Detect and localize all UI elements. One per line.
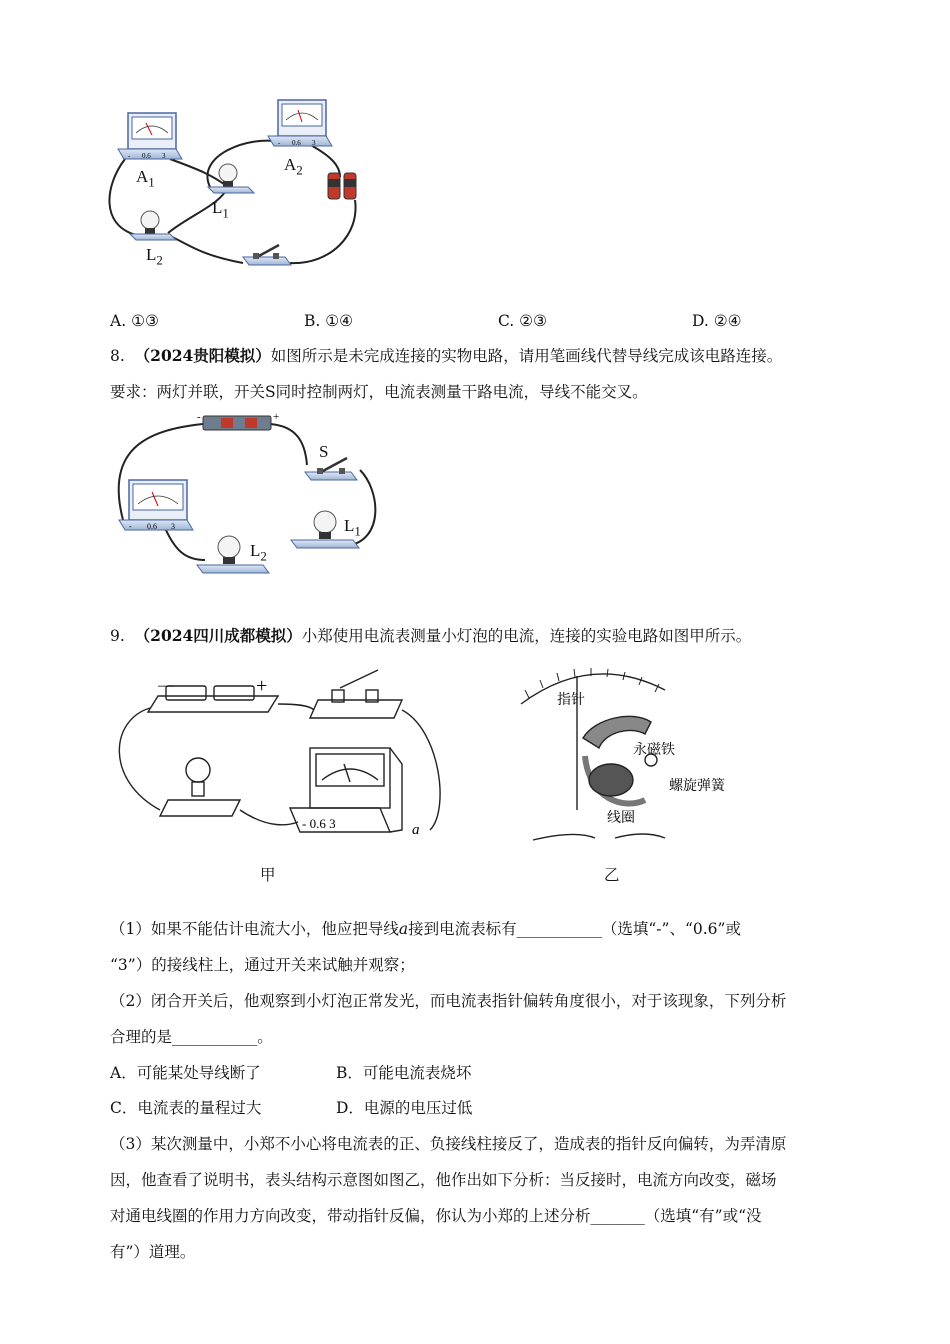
q9-option-d: D．电源的电压过低 xyxy=(336,1099,473,1117)
lamp-l2 xyxy=(130,211,176,240)
svg-text:+: + xyxy=(273,411,280,423)
caption-jia: 甲 xyxy=(260,866,276,884)
q9-option-c: C．电流表的量程过大 xyxy=(110,1099,262,1117)
ammeter xyxy=(119,480,193,531)
q7-option-c: C. ②③ xyxy=(498,312,547,330)
q9-part3-line4: 有”）道理。 xyxy=(110,1243,196,1261)
svg-text:3: 3 xyxy=(162,152,166,160)
q7-option-d: D. ②④ xyxy=(692,312,742,330)
q9-part3-line1: （3）某次测量中，小郑不小心将电流表的正、负接线柱接反了，造成表的指针反向偏转，为弄清原 xyxy=(110,1135,787,1153)
q9-part1-line1: （1）如果不能估计电流大小，他应把导线a接到电流表标有___________（选填“-”、“0.6”或 xyxy=(110,920,741,938)
q8-circuit-figure xyxy=(105,410,385,590)
svg-text:-: - xyxy=(197,411,201,423)
q9-option-a: A．可能某处导线断了 xyxy=(110,1064,261,1082)
q7-option-b: B. ①④ xyxy=(304,312,354,330)
svg-text:3: 3 xyxy=(312,139,316,147)
battery xyxy=(203,416,271,430)
q9-part3-line2: 因，他查看了说明书，表头结构示意图如图乙，他作出如下分析：当反接时，电流方向改变，磁场 xyxy=(110,1171,777,1189)
svg-text:0.6: 0.6 xyxy=(147,522,157,531)
switch xyxy=(243,245,291,265)
battery xyxy=(328,173,356,199)
q9-stem: 9. （2024四川成都模拟）小郑使用电流表测量小灯泡的电流，连接的实验电路如图甲所示。 xyxy=(110,626,752,645)
svg-text:-: - xyxy=(278,139,281,147)
q9-figure-jia xyxy=(110,660,480,860)
label-l2: $L_2$ xyxy=(250,541,267,564)
q8-stem: 8. （2024贵阳模拟）如图所示是未完成连接的实物电路，请用笔画线代替导线完成该电路连接。 xyxy=(110,346,783,365)
ammeter-a2 xyxy=(268,100,332,147)
label-l1: $L_1$ xyxy=(212,198,229,221)
svg-text:0.6: 0.6 xyxy=(292,139,301,147)
label-l2: $L_2$ xyxy=(146,245,163,268)
q9-part1-line2: “3”）的接线柱上，通过开关来试触并观察； xyxy=(110,956,415,974)
q8-requirement: 要求：两灯并联，开关S同时控制两灯，电流表测量干路电流，导线不能交叉。 xyxy=(110,383,648,401)
q9-option-b: B．可能电流表烧坏 xyxy=(336,1064,472,1082)
label-a1: $A_1$ xyxy=(136,167,155,190)
q9-part2-line1: （2）闭合开关后，他观察到小灯泡正常发光，而电流表指针偏转角度很小，对于该现象，下列分析 xyxy=(110,992,787,1010)
svg-text:a: a xyxy=(412,822,420,838)
svg-text:—: — xyxy=(158,677,174,694)
label-s: S xyxy=(319,442,329,461)
svg-text:-: - xyxy=(129,522,132,531)
svg-text:+: + xyxy=(256,675,268,697)
caption-yi: 乙 xyxy=(604,866,620,884)
q9-part2-line2: 合理的是___________。 xyxy=(110,1028,273,1046)
q7-option-a: A. ①③ xyxy=(110,312,159,330)
svg-text:永磁铁: 永磁铁 xyxy=(633,743,675,758)
svg-text:指针: 指针 xyxy=(557,693,585,708)
label-a2: $A_2$ xyxy=(284,155,303,178)
svg-text:线圈: 线圈 xyxy=(607,811,635,826)
svg-text:3: 3 xyxy=(171,522,175,531)
svg-text:螺旋弹簧: 螺旋弹簧 xyxy=(669,779,725,794)
q9-part3-line3: 对通电线圈的作用力方向改变，带动指针反偏，你认为小郑的上述分析_______（选填“有”或“没 xyxy=(110,1207,762,1225)
switch xyxy=(305,458,357,480)
ammeter-a1 xyxy=(118,113,182,160)
svg-text:-: - xyxy=(128,152,131,160)
label-l1: $L_1$ xyxy=(344,516,361,539)
svg-text:0.6: 0.6 xyxy=(142,152,151,160)
q9-figure-yi xyxy=(515,660,775,850)
svg-text:- 0.6 3: - 0.6 3 xyxy=(302,816,336,831)
